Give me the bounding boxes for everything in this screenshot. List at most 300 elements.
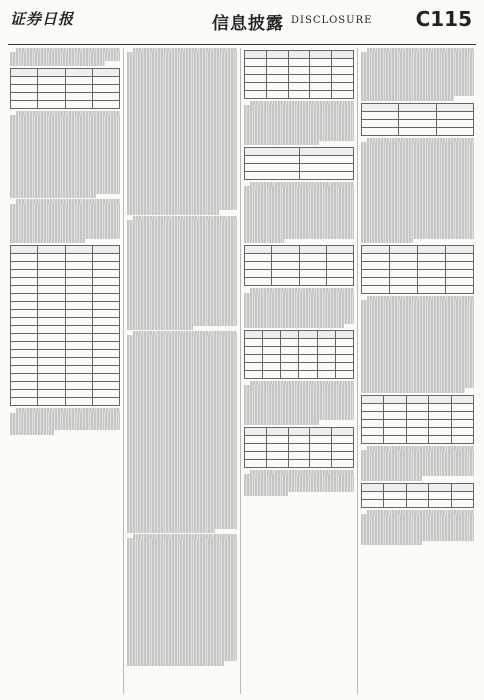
article-paragraph xyxy=(361,296,474,393)
table-cell xyxy=(317,354,335,362)
table-cell xyxy=(362,403,384,411)
table-row xyxy=(11,358,120,366)
table-cell xyxy=(266,451,288,459)
table-row xyxy=(245,91,354,99)
table-cell xyxy=(92,342,119,350)
table-cell xyxy=(362,427,384,435)
table-cell xyxy=(406,435,428,443)
table-cell xyxy=(92,358,119,366)
data-table xyxy=(361,395,474,444)
table-cell xyxy=(245,435,267,443)
table-cell xyxy=(11,374,38,382)
data-table xyxy=(244,147,354,180)
table-row xyxy=(11,254,120,262)
table-cell xyxy=(406,403,428,411)
table-cell xyxy=(362,262,390,270)
table-cell xyxy=(281,362,299,370)
table-row xyxy=(11,100,120,108)
data-table xyxy=(10,68,120,109)
table-cell xyxy=(245,254,272,262)
table-row xyxy=(245,254,354,262)
table-cell xyxy=(11,334,38,342)
table-row xyxy=(362,435,474,443)
table-row xyxy=(362,419,474,427)
article-paragraph xyxy=(127,48,237,215)
table-cell xyxy=(399,111,436,119)
table-cell xyxy=(299,278,326,286)
table-cell xyxy=(11,254,38,262)
table-cell xyxy=(332,435,354,443)
table-cell xyxy=(38,310,65,318)
table-cell xyxy=(299,155,354,163)
table-cell xyxy=(326,246,353,254)
table-cell xyxy=(451,499,473,507)
table-cell xyxy=(332,75,354,83)
table-cell xyxy=(245,330,263,338)
table-cell xyxy=(418,254,446,262)
table-cell xyxy=(326,270,353,278)
table-row xyxy=(245,270,354,278)
table-row xyxy=(245,163,354,171)
masthead xyxy=(8,6,476,45)
table-cell xyxy=(11,278,38,286)
table-cell xyxy=(362,278,390,286)
table-cell xyxy=(451,419,473,427)
article-paragraph xyxy=(361,48,474,101)
table-cell xyxy=(451,427,473,435)
table-row xyxy=(11,84,120,92)
table-row xyxy=(362,262,474,270)
table-cell xyxy=(245,354,263,362)
table-cell xyxy=(299,354,317,362)
table-row xyxy=(245,155,354,163)
table-cell xyxy=(335,354,353,362)
data-table xyxy=(244,245,354,286)
table-row xyxy=(11,382,120,390)
article-paragraph xyxy=(127,331,237,533)
table-cell xyxy=(418,246,446,254)
table-cell xyxy=(92,398,119,406)
table-cell xyxy=(299,147,354,155)
table-cell xyxy=(446,270,474,278)
table-cell xyxy=(65,100,92,108)
data-table xyxy=(244,330,354,379)
table-row xyxy=(245,246,354,254)
table-cell xyxy=(310,435,332,443)
table-row xyxy=(362,427,474,435)
table-row xyxy=(245,370,354,378)
table-cell xyxy=(384,491,406,499)
table-cell xyxy=(266,67,288,75)
table-cell xyxy=(11,326,38,334)
table-cell xyxy=(92,254,119,262)
table-cell xyxy=(92,310,119,318)
table-cell xyxy=(266,59,288,67)
table-cell xyxy=(266,443,288,451)
table-cell xyxy=(332,443,354,451)
table-cell xyxy=(92,366,119,374)
table-cell xyxy=(11,398,38,406)
table-cell xyxy=(272,246,299,254)
table-cell xyxy=(429,403,451,411)
table-row xyxy=(362,111,474,119)
table-cell xyxy=(11,246,38,254)
column-4 xyxy=(361,48,474,694)
table-cell xyxy=(326,278,353,286)
table-cell xyxy=(335,370,353,378)
article-paragraph xyxy=(10,48,120,66)
article-paragraph xyxy=(244,182,354,243)
table-cell xyxy=(266,51,288,59)
table-cell xyxy=(451,395,473,403)
table-cell xyxy=(38,302,65,310)
table-cell xyxy=(281,370,299,378)
data-table xyxy=(361,103,474,136)
table-cell xyxy=(38,342,65,350)
table-row xyxy=(362,286,474,294)
table-cell xyxy=(436,119,473,127)
table-cell xyxy=(317,338,335,346)
table-cell xyxy=(436,127,473,135)
table-cell xyxy=(92,262,119,270)
table-cell xyxy=(245,59,267,67)
table-cell xyxy=(11,318,38,326)
table-cell xyxy=(317,370,335,378)
column-divider xyxy=(240,48,241,694)
table-row xyxy=(245,330,354,338)
table-cell xyxy=(92,350,119,358)
table-cell xyxy=(263,370,281,378)
table-cell xyxy=(390,286,418,294)
table-cell xyxy=(281,354,299,362)
table-cell xyxy=(299,330,317,338)
table-cell xyxy=(288,91,310,99)
table-row xyxy=(245,362,354,370)
table-cell xyxy=(390,270,418,278)
table-cell xyxy=(310,443,332,451)
table-cell xyxy=(310,75,332,83)
table-cell xyxy=(11,310,38,318)
table-cell xyxy=(11,366,38,374)
table-cell xyxy=(38,390,65,398)
table-cell xyxy=(92,334,119,342)
table-cell xyxy=(288,451,310,459)
article-paragraph xyxy=(10,111,120,199)
table-cell xyxy=(65,286,92,294)
table-row xyxy=(11,390,120,398)
table-cell xyxy=(11,100,38,108)
table-cell xyxy=(11,84,38,92)
table-cell xyxy=(384,427,406,435)
table-cell xyxy=(436,111,473,119)
table-cell xyxy=(310,459,332,467)
table-row xyxy=(11,246,120,254)
table-cell xyxy=(38,358,65,366)
table-cell xyxy=(92,92,119,100)
table-cell xyxy=(65,246,92,254)
table-cell xyxy=(288,83,310,91)
table-cell xyxy=(390,278,418,286)
table-cell xyxy=(299,370,317,378)
table-cell xyxy=(272,278,299,286)
table-cell xyxy=(11,350,38,358)
table-cell xyxy=(406,411,428,419)
table-cell xyxy=(245,83,267,91)
table-cell xyxy=(429,483,451,491)
table-cell xyxy=(245,246,272,254)
table-cell xyxy=(92,390,119,398)
table-row xyxy=(11,366,120,374)
table-cell xyxy=(38,270,65,278)
table-cell xyxy=(390,246,418,254)
table-row xyxy=(11,262,120,270)
table-cell xyxy=(38,254,65,262)
table-row xyxy=(11,302,120,310)
table-cell xyxy=(362,483,384,491)
table-cell xyxy=(281,338,299,346)
table-cell xyxy=(245,451,267,459)
table-row xyxy=(11,398,120,406)
table-cell xyxy=(299,338,317,346)
table-cell xyxy=(362,270,390,278)
table-cell xyxy=(406,499,428,507)
table-row xyxy=(245,459,354,467)
table-cell xyxy=(245,459,267,467)
table-cell xyxy=(11,390,38,398)
table-cell xyxy=(332,59,354,67)
table-cell xyxy=(92,270,119,278)
table-row xyxy=(245,427,354,435)
table-cell xyxy=(406,483,428,491)
table-cell xyxy=(92,374,119,382)
table-cell xyxy=(11,358,38,366)
table-cell xyxy=(362,491,384,499)
table-cell xyxy=(65,68,92,76)
table-cell xyxy=(406,419,428,427)
table-cell xyxy=(384,483,406,491)
table-cell xyxy=(266,435,288,443)
table-row xyxy=(245,338,354,346)
table-cell xyxy=(317,330,335,338)
table-cell xyxy=(65,334,92,342)
table-cell xyxy=(266,91,288,99)
table-row xyxy=(11,310,120,318)
article-paragraph xyxy=(127,534,237,666)
table-cell xyxy=(299,171,354,179)
table-cell xyxy=(65,262,92,270)
article-paragraph xyxy=(244,288,354,328)
table-cell xyxy=(418,278,446,286)
column-3 xyxy=(244,48,354,694)
table-cell xyxy=(362,111,399,119)
table-row xyxy=(245,67,354,75)
table-cell xyxy=(288,459,310,467)
table-cell xyxy=(384,435,406,443)
table-row xyxy=(362,483,474,491)
table-cell xyxy=(245,346,263,354)
table-row xyxy=(362,395,474,403)
table-cell xyxy=(11,294,38,302)
table-cell xyxy=(429,419,451,427)
table-cell xyxy=(332,67,354,75)
table-cell xyxy=(65,374,92,382)
table-cell xyxy=(245,338,263,346)
table-cell xyxy=(362,435,384,443)
table-cell xyxy=(65,398,92,406)
table-row xyxy=(11,286,120,294)
table-cell xyxy=(245,262,272,270)
table-cell xyxy=(335,338,353,346)
table-cell xyxy=(390,262,418,270)
table-cell xyxy=(92,84,119,92)
table-row xyxy=(11,334,120,342)
table-cell xyxy=(446,262,474,270)
table-cell xyxy=(38,286,65,294)
table-cell xyxy=(65,342,92,350)
table-cell xyxy=(429,395,451,403)
table-row xyxy=(245,278,354,286)
table-cell xyxy=(263,362,281,370)
table-cell xyxy=(245,427,267,435)
table-cell xyxy=(272,262,299,270)
table-row xyxy=(362,119,474,127)
table-cell xyxy=(92,278,119,286)
table-row xyxy=(11,76,120,84)
table-cell xyxy=(38,334,65,342)
table-cell xyxy=(11,76,38,84)
table-cell xyxy=(362,395,384,403)
table-row xyxy=(11,68,120,76)
table-row xyxy=(11,92,120,100)
table-cell xyxy=(11,262,38,270)
table-cell xyxy=(245,51,267,59)
table-cell xyxy=(272,254,299,262)
table-cell xyxy=(245,67,267,75)
table-cell xyxy=(436,103,473,111)
table-row xyxy=(362,491,474,499)
table-cell xyxy=(266,83,288,91)
table-row xyxy=(362,270,474,278)
article-paragraph xyxy=(361,138,474,243)
table-cell xyxy=(92,68,119,76)
table-cell xyxy=(310,59,332,67)
article-paragraph xyxy=(361,446,474,481)
table-cell xyxy=(390,254,418,262)
table-cell xyxy=(299,254,326,262)
data-table xyxy=(361,245,474,294)
table-cell xyxy=(384,411,406,419)
article-paragraph xyxy=(10,199,120,243)
article-paragraph xyxy=(244,381,354,425)
table-cell xyxy=(299,262,326,270)
table-cell xyxy=(406,427,428,435)
table-row xyxy=(11,294,120,302)
table-row xyxy=(245,262,354,270)
table-cell xyxy=(272,270,299,278)
table-cell xyxy=(418,262,446,270)
column-divider xyxy=(123,48,124,694)
newspaper-logo: 证券日报 xyxy=(10,10,75,28)
table-row xyxy=(362,278,474,286)
table-cell xyxy=(310,67,332,75)
table-cell xyxy=(332,83,354,91)
table-cell xyxy=(38,350,65,358)
table-cell xyxy=(362,246,390,254)
table-cell xyxy=(263,330,281,338)
table-cell xyxy=(362,411,384,419)
table-cell xyxy=(245,163,300,171)
table-cell xyxy=(245,370,263,378)
table-cell xyxy=(451,483,473,491)
table-cell xyxy=(92,294,119,302)
table-cell xyxy=(288,427,310,435)
table-cell xyxy=(326,262,353,270)
table-cell xyxy=(299,270,326,278)
table-cell xyxy=(38,374,65,382)
column-divider xyxy=(357,48,358,694)
table-cell xyxy=(65,390,92,398)
table-cell xyxy=(65,84,92,92)
table-cell xyxy=(281,330,299,338)
table-cell xyxy=(92,318,119,326)
table-row xyxy=(245,354,354,362)
table-cell xyxy=(429,499,451,507)
table-row xyxy=(245,147,354,155)
table-cell xyxy=(362,419,384,427)
table-cell xyxy=(281,346,299,354)
table-cell xyxy=(418,286,446,294)
section-title-english: DISCLOSURE xyxy=(291,15,373,26)
table-cell xyxy=(429,435,451,443)
table-cell xyxy=(11,286,38,294)
table-cell xyxy=(92,302,119,310)
table-cell xyxy=(362,127,399,135)
table-cell xyxy=(362,119,399,127)
table-cell xyxy=(65,382,92,390)
table-cell xyxy=(38,262,65,270)
table-cell xyxy=(310,83,332,91)
table-cell xyxy=(384,403,406,411)
table-cell xyxy=(362,286,390,294)
table-cell xyxy=(38,278,65,286)
table-row xyxy=(11,270,120,278)
table-cell xyxy=(310,427,332,435)
table-cell xyxy=(299,362,317,370)
table-row xyxy=(362,499,474,507)
table-cell xyxy=(38,92,65,100)
table-cell xyxy=(245,270,272,278)
table-cell xyxy=(65,358,92,366)
table-cell xyxy=(245,278,272,286)
table-cell xyxy=(310,451,332,459)
table-cell xyxy=(65,270,92,278)
table-cell xyxy=(429,427,451,435)
column-1 xyxy=(10,48,120,694)
table-cell xyxy=(38,294,65,302)
table-cell xyxy=(65,76,92,84)
table-cell xyxy=(263,338,281,346)
table-cell xyxy=(335,346,353,354)
table-cell xyxy=(38,84,65,92)
table-cell xyxy=(11,270,38,278)
table-cell xyxy=(399,103,436,111)
table-row xyxy=(245,83,354,91)
table-row xyxy=(245,435,354,443)
table-row xyxy=(245,59,354,67)
table-row xyxy=(362,403,474,411)
table-cell xyxy=(245,155,300,163)
table-row xyxy=(11,374,120,382)
